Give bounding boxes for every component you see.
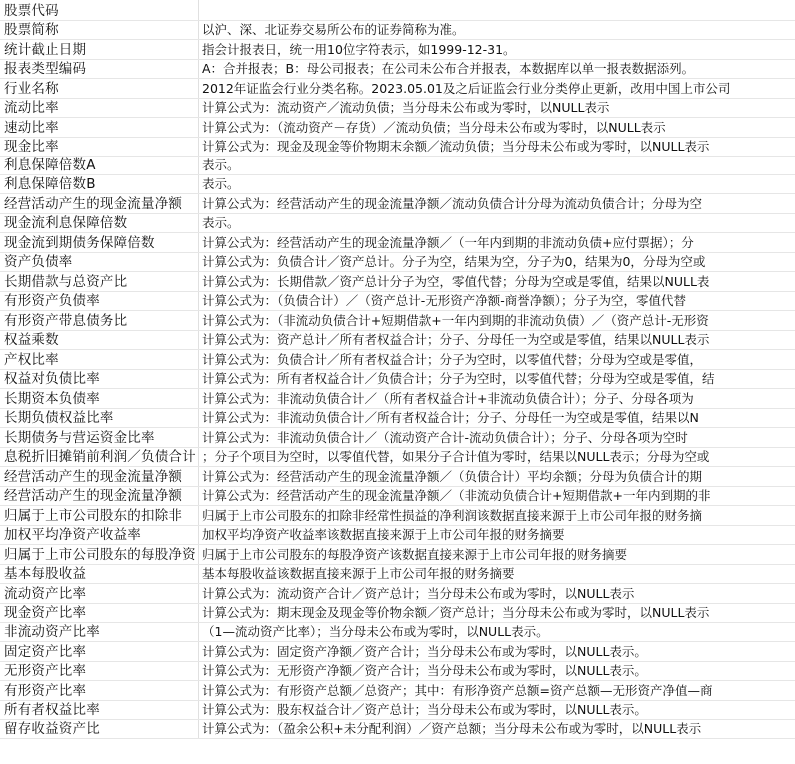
field-name-cell[interactable]: 经营活动产生的现金流量净额 xyxy=(0,487,199,505)
table-row[interactable] xyxy=(0,642,795,662)
field-name-cell[interactable]: 固定资产比率 xyxy=(0,642,199,661)
field-name-cell[interactable]: 经营活动产生的现金流量净额 xyxy=(0,194,199,213)
field-description-cell[interactable]: 基本每股收益该数据直接来源于上市公司年报的财务摘要 xyxy=(202,566,515,581)
table-row[interactable] xyxy=(0,545,795,565)
table-row[interactable] xyxy=(0,428,795,448)
field-description-cell[interactable]: 计算公式为：所有者权益合计／负债合计；分子为空时，以零值代替；分母为空或是零值，结 xyxy=(202,371,715,386)
field-name-cell[interactable]: 有形资产比率 xyxy=(0,681,199,700)
table-row[interactable] xyxy=(0,506,795,526)
table-row[interactable] xyxy=(0,662,795,681)
table-row[interactable] xyxy=(0,40,795,60)
field-name-cell[interactable]: 现金流到期债务保障倍数 xyxy=(0,233,199,252)
field-description-cell[interactable]: 计算公式为：流动资产／流动负债；当分母未公布或为零时，以NULL表示 xyxy=(202,100,610,115)
table-row[interactable] xyxy=(0,118,795,138)
table-row[interactable] xyxy=(0,233,795,253)
field-description-cell[interactable]: 计算公式为：长期借款／资产总计分子为空，零值代替；分母为空或是零值，结果以NULL表 xyxy=(202,274,710,289)
table-row[interactable] xyxy=(0,604,795,623)
table-row[interactable] xyxy=(0,311,795,331)
field-description-cell[interactable]: 计算公式为：经营活动产生的现金流量净额／（负债合计）平均余额；分母为负债合计的期 xyxy=(202,469,703,484)
field-name-cell[interactable]: 现金比率 xyxy=(0,138,199,156)
field-name-cell[interactable]: 股票简称 xyxy=(0,21,199,39)
field-description-cell[interactable]: A：合并报表；B：母公司报表；在公司未公布合并报表，本数据库以单一报表数据添列。 xyxy=(202,61,695,76)
field-description-cell[interactable]: 计算公式为：（盈余公积+未分配利润）／资产总额；当分母未公布或为零时，以NULL表示 xyxy=(202,721,702,736)
field-name-cell[interactable]: 基本每股收益 xyxy=(0,565,199,583)
field-name-cell[interactable]: 利息保障倍数A xyxy=(0,157,199,174)
field-description-cell[interactable]: 表示。 xyxy=(202,157,240,172)
field-name-cell[interactable]: 现金资产比率 xyxy=(0,604,199,622)
table-row[interactable] xyxy=(0,389,795,409)
field-description-cell[interactable]: 计算公式为：期末现金及现金等价物余额／资产总计；当分母未公布或为零时，以NULL表示 xyxy=(202,605,710,620)
field-name-cell[interactable]: 经营活动产生的现金流量净额 xyxy=(0,467,199,486)
field-description-cell[interactable]: 计算公式为：非流动负债合计／（所有者权益合计+非流动负债合计）；分子、分母各项为 xyxy=(202,391,694,406)
field-name-cell[interactable]: 流动比率 xyxy=(0,99,199,117)
table-row[interactable] xyxy=(0,194,795,214)
field-description-cell[interactable]: 计算公式为：经营活动产生的现金流量净额／（一年内到期的非流动负债+应付票据）；分 xyxy=(202,235,694,250)
field-description-cell[interactable]: 以沪、深、北证券交易所公布的证券简称为准。 xyxy=(202,22,465,37)
field-description-cell[interactable]: 表示。 xyxy=(202,176,240,191)
table-row[interactable] xyxy=(0,99,795,118)
field-description-cell[interactable] xyxy=(199,0,795,20)
table-row[interactable] xyxy=(0,526,795,545)
field-description-cell[interactable]: 计算公式为：经营活动产生的现金流量净额／（非流动负债合计+短期借款+一年内到期的非 xyxy=(202,488,711,503)
table-row[interactable] xyxy=(0,272,795,292)
field-description-cell[interactable]: 计算公式为：非流动负债合计／所有者权益合计；分子、分母任一为空或是零值，结果以N xyxy=(202,410,699,425)
table-row[interactable] xyxy=(0,720,795,739)
field-description-cell[interactable]: 计算公式为：现金及现金等价物期末余额／流动负债；当分母未公布或为零时，以NULL表示 xyxy=(202,139,710,154)
field-name-cell[interactable]: 长期债务与营运资金比率 xyxy=(0,428,199,447)
field-description-cell[interactable]: 计算公式为：股东权益合计／资产总计；当分母未公布或为零时，以NULL表示。 xyxy=(202,702,647,717)
table-row[interactable] xyxy=(0,214,795,233)
field-name-cell[interactable]: 长期资本负债率 xyxy=(0,389,199,408)
field-name-cell[interactable]: 股票代码 xyxy=(0,0,199,20)
field-description-cell[interactable]: 归属于上市公司股东的扣除非经常性损益的净利润该数据直接来源于上市公司年报的财务摘 xyxy=(202,508,703,523)
field-name-cell[interactable]: 长期负债权益比率 xyxy=(0,409,199,427)
field-description-cell[interactable]: 计算公式为：资产总计／所有者权益合计；分子、分母任一为空或是零值，结果以NULL表示 xyxy=(202,332,710,347)
field-name-cell[interactable]: 行业名称 xyxy=(0,79,199,98)
field-description-cell[interactable]: 指会计报表日，统一用10位字符表示，如1999-12-31。 xyxy=(202,42,516,57)
table-row[interactable] xyxy=(0,138,795,157)
field-name-cell[interactable]: 现金流利息保障倍数 xyxy=(0,214,199,232)
field-description-cell[interactable]: ；分子个项目为空时，以零值代替，如果分子合计值为零时，结果以NULL表示；分母为空或 xyxy=(202,449,710,464)
table-row[interactable] xyxy=(0,292,795,311)
field-name-cell[interactable]: 统计截止日期 xyxy=(0,40,199,59)
table-row[interactable] xyxy=(0,448,795,467)
field-name-cell[interactable]: 有形资产带息债务比 xyxy=(0,311,199,330)
field-name-cell[interactable]: 产权比率 xyxy=(0,350,199,369)
field-name-cell[interactable]: 权益乘数 xyxy=(0,331,199,349)
field-name-cell[interactable]: 归属于上市公司股东的扣除非 xyxy=(0,506,199,525)
table-row[interactable] xyxy=(0,21,795,40)
field-description-cell[interactable]: 计算公式为：（流动资产－存货）／流动负债；当分母未公布或为零时，以NULL表示 xyxy=(202,120,666,135)
field-description-cell[interactable]: 计算公式为：非流动负债合计／（流动资产合计-流动负债合计）；分子、分母各项为空时 xyxy=(202,430,688,445)
field-name-cell[interactable]: 资产负债率 xyxy=(0,253,199,271)
field-name-cell[interactable]: 速动比率 xyxy=(0,118,199,137)
table-row[interactable] xyxy=(0,331,795,350)
field-description-cell[interactable]: 计算公式为：（负债合计）／（资产总计-无形资产净额-商誉净额）；分子为空，零值代替 xyxy=(202,293,687,308)
field-name-cell[interactable]: 归属于上市公司股东的每股净资 xyxy=(0,545,199,564)
table-row[interactable] xyxy=(0,467,795,487)
table-row[interactable] xyxy=(0,487,795,506)
field-name-cell[interactable]: 留存收益资产比 xyxy=(0,720,199,738)
table-row[interactable] xyxy=(0,370,795,389)
table-row[interactable] xyxy=(0,253,795,272)
field-description-cell[interactable]: 计算公式为：有形资产总额／总资产；其中：有形净资产总额=资产总额—无形资产净值—商 xyxy=(202,683,713,698)
table-row[interactable] xyxy=(0,565,795,584)
field-description-cell[interactable]: 表示。 xyxy=(202,215,240,230)
field-name-cell[interactable]: 报表类型编码 xyxy=(0,60,199,78)
table-row[interactable] xyxy=(0,681,795,701)
table-row[interactable] xyxy=(0,701,795,720)
field-name-cell[interactable]: 流动资产比率 xyxy=(0,584,199,603)
table-row[interactable] xyxy=(0,60,795,79)
field-name-cell[interactable]: 无形资产比率 xyxy=(0,662,199,680)
field-description-cell[interactable]: 2012年证监会行业分类名称。2023.05.01及之后证监会行业分类停止更新，改用中国上市公司 xyxy=(202,81,731,96)
field-description-cell[interactable]: （1—流动资产比率）；当分母未公布或为零时，以NULL表示。 xyxy=(202,624,549,639)
table-row[interactable] xyxy=(0,0,795,21)
field-description-cell[interactable]: 归属于上市公司股东的每股净资产该数据直接来源于上市公司年报的财务摘要 xyxy=(202,547,628,562)
field-description-cell[interactable]: 计算公式为：负债合计／资产总计。分子为空，结果为空，分子为0，结果为0，分母为空或 xyxy=(202,254,706,269)
field-name-cell[interactable]: 所有者权益比率 xyxy=(0,701,199,719)
field-description-cell[interactable]: 计算公式为：（非流动负债合计+短期借款+一年内到期的非流动负债）／（资产总计-无形资 xyxy=(202,313,709,328)
table-row[interactable] xyxy=(0,157,795,175)
field-name-cell[interactable]: 息税折旧摊销前利润／负债合计 xyxy=(0,448,199,466)
field-name-cell[interactable]: 非流动资产比率 xyxy=(0,623,199,641)
field-description-cell[interactable]: 计算公式为：固定资产净额／资产合计；当分母未公布或为零时，以NULL表示。 xyxy=(202,644,647,659)
table-row[interactable] xyxy=(0,584,795,604)
table-row[interactable] xyxy=(0,175,795,194)
field-name-cell[interactable]: 利息保障倍数B xyxy=(0,175,199,193)
field-description-cell[interactable]: 加权平均净资产收益率该数据直接来源于上市公司年报的财务摘要 xyxy=(202,527,565,542)
field-name-cell[interactable]: 长期借款与总资产比 xyxy=(0,272,199,291)
table-row[interactable] xyxy=(0,350,795,370)
table-row[interactable] xyxy=(0,623,795,642)
field-name-cell[interactable]: 有形资产负债率 xyxy=(0,292,199,310)
table-row[interactable] xyxy=(0,409,795,428)
field-description-cell[interactable]: 计算公式为：经营活动产生的现金流量净额／流动负债合计分母为流动负债合计；分母为空 xyxy=(202,196,703,211)
table-row[interactable] xyxy=(0,79,795,99)
field-description-cell[interactable]: 计算公式为：负债合计／所有者权益合计；分子为空时，以零值代替；分母为空或是零值， xyxy=(202,352,703,367)
field-name-cell[interactable]: 权益对负债比率 xyxy=(0,370,199,388)
field-description-cell[interactable]: 计算公式为：无形资产净额／资产合计；当分母未公布或为零时，以NULL表示。 xyxy=(202,663,647,678)
field-description-cell[interactable]: 计算公式为：流动资产合计／资产总计；当分母未公布或为零时，以NULL表示 xyxy=(202,586,635,601)
field-name-cell[interactable]: 加权平均净资产收益率 xyxy=(0,526,199,544)
